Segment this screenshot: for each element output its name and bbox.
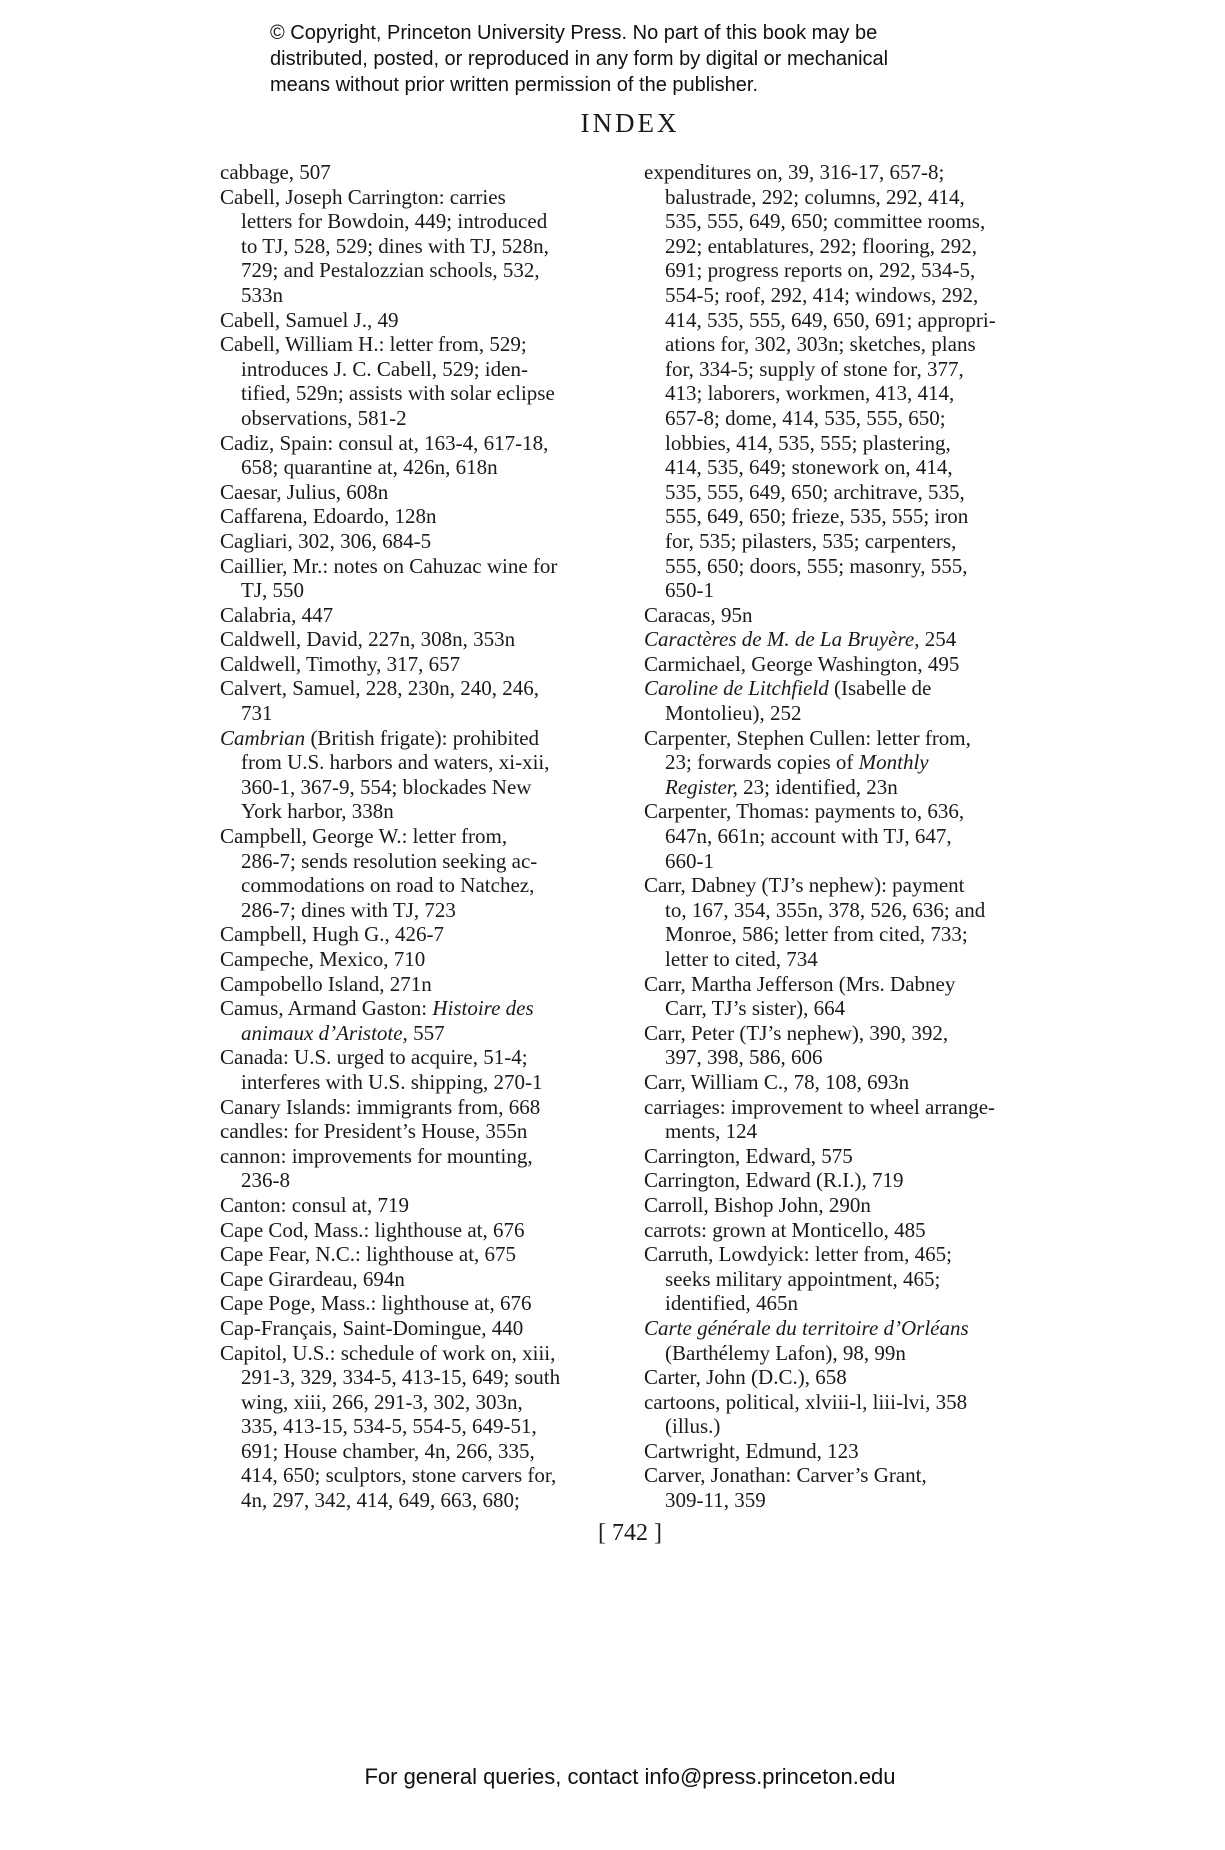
index-entry-line: 4n, 297, 342, 414, 649, 663, 680;	[241, 1488, 520, 1513]
index-entry-line: 236-8	[241, 1168, 290, 1193]
capitol-entry-continuation	[644, 160, 1060, 603]
index-entry-line: letter to cited, 734	[665, 947, 818, 971]
index-entry-line: 309-11, 359	[665, 1488, 766, 1513]
index-entry	[644, 873, 1060, 971]
copyright-notice	[270, 20, 970, 98]
index-entry-line: 555, 650; doors, 555; masonry, 555,	[665, 553, 968, 578]
index-entry-heading: Carr, Dabney (TJ’s nephew): payment	[644, 873, 965, 898]
index-entry-line: Carr, TJ’s sister), 664	[665, 996, 846, 1021]
index-entry	[220, 504, 620, 529]
index-entry-heading: Canada: U.S. urged to acquire, 51-4;	[220, 1045, 528, 1070]
index-entry-heading: Campbell, Hugh G., 426-7	[220, 922, 444, 947]
index-entry-line: 413; laborers, workmen, 413, 414,	[665, 381, 955, 406]
index-entry	[220, 676, 620, 725]
index-entry-heading: Carrington, Edward (R.I.), 719	[644, 1168, 904, 1193]
index-entry-heading: Caractères de M. de La Bruyère, 254	[644, 627, 957, 652]
index-column-left	[220, 160, 620, 1513]
index-entry	[220, 480, 620, 505]
index-entry-line: 660-1	[665, 848, 714, 873]
index-entry	[220, 160, 620, 185]
index-entry-line: (illus.)	[665, 1414, 721, 1439]
index-entry	[220, 431, 620, 480]
index-entry	[220, 1193, 620, 1218]
index-entry	[220, 332, 620, 430]
index-entry-heading: Carruth, Lowdyick: letter from, 465;	[644, 1242, 952, 1267]
index-entry	[220, 1316, 620, 1341]
index-entry-line: Monroe, 586; letter from cited, 733;	[665, 922, 968, 947]
index-entry-heading: Carr, Martha Jefferson (Mrs. Dabney	[644, 971, 956, 996]
index-entry-heading: Cape Girardeau, 694n	[220, 1266, 405, 1291]
index-entry	[220, 824, 620, 922]
index-entry	[644, 1070, 1060, 1095]
index-entry-heading: candles: for President’s House, 355n	[220, 1119, 528, 1144]
index-entry-line: identified, 465n	[665, 1291, 798, 1316]
index-entry-heading: Cabell, William H.: letter from, 529;	[220, 332, 527, 357]
index-entry-line: lobbies, 414, 535, 555; plastering,	[665, 430, 951, 455]
index-entry	[644, 1218, 1060, 1243]
index-entry-heading: Campobello Island, 271n	[220, 971, 432, 996]
index-entry-line: 555, 649, 650; frieze, 535, 555; iron	[665, 504, 969, 529]
index-entry-heading: cartoons, political, xlviii-l, liii-lvi, 358	[644, 1389, 968, 1414]
index-entry-heading: cannon: improvements for mounting,	[220, 1143, 533, 1168]
index-entry	[220, 1218, 620, 1243]
index-entry	[644, 1390, 1060, 1439]
index-entry-line: 554-5; roof, 292, 414; windows, 292,	[665, 282, 979, 307]
index-entry	[644, 1365, 1060, 1390]
index-entry-line: 650-1	[665, 578, 714, 603]
index-entry	[220, 1045, 620, 1094]
index-entry	[220, 554, 620, 603]
index-entry-line: 533n	[241, 282, 283, 307]
index-entry	[220, 1119, 620, 1144]
index-entry-line: animaux d’Aristote, 557	[241, 1020, 445, 1045]
index-entry-heading: Carte générale du territoire d’Orléans	[644, 1315, 969, 1340]
index-entry-line: 731	[241, 701, 273, 726]
index-entry	[644, 627, 1060, 652]
index-entry-line: 414, 535, 649; stonework on, 414,	[665, 455, 953, 480]
index-entry-line: to, 167, 354, 355n, 378, 526, 636; and	[665, 897, 986, 922]
index-entry	[644, 972, 1060, 1021]
index-entry-line: 286-7; dines with TJ, 723	[241, 897, 456, 922]
index-entry	[644, 1095, 1060, 1144]
index-entry-line: (Barthélemy Lafon), 98, 99n	[665, 1340, 906, 1365]
index-entry-line: 291-3, 329, 334-5, 413-15, 649; south	[241, 1365, 561, 1390]
index-column-right	[644, 160, 1060, 1513]
index-entry	[644, 1439, 1060, 1464]
index-entry-line: for, 334-5; supply of stone for, 377,	[665, 356, 964, 381]
index-entry-line: 729; and Pestalozzian schools, 532,	[241, 258, 540, 283]
index-entry	[220, 947, 620, 972]
index-entry-heading: Cabell, Samuel J., 49	[220, 307, 399, 332]
index-entry-heading: Cagliari, 302, 306, 684-5	[220, 528, 432, 553]
index-entry-line: for, 535; pilasters, 535; carpenters,	[665, 528, 957, 553]
index-entry-heading: Camus, Armand Gaston: Histoire des	[220, 996, 534, 1021]
index-entry-line: 397, 398, 586, 606	[665, 1045, 823, 1070]
index-entry-heading: Calvert, Samuel, 228, 230n, 240, 246,	[220, 676, 540, 701]
index-entry	[644, 1168, 1060, 1193]
index-entry-line: 414, 650; sculptors, stone carvers for,	[241, 1463, 557, 1488]
copyright-line-3: means without prior written permission of the publisher.	[270, 74, 759, 96]
index-entry	[220, 996, 620, 1045]
index-entry-heading: Carroll, Bishop John, 290n	[644, 1192, 871, 1217]
index-entry-heading: Caracas, 95n	[644, 602, 753, 627]
index-entry-line: expenditures on, 39, 316-17, 657-8;	[644, 160, 945, 184]
index-entry-line: 658; quarantine at, 426n, 618n	[241, 455, 498, 480]
index-entry-heading: carriages: improvement to wheel arrange-	[644, 1094, 996, 1119]
index-entry	[644, 1193, 1060, 1218]
index-entry	[644, 1463, 1060, 1512]
index-entry-line: tified, 529n; assists with solar eclipse	[241, 381, 555, 406]
index-entry	[220, 972, 620, 997]
page-title: INDEX	[580, 108, 680, 138]
index-entry-heading: Caillier, Mr.: notes on Cahuzac wine for	[220, 553, 558, 578]
index-entry-line: 414, 535, 555, 649, 650, 691; appropri-	[665, 307, 996, 332]
footer-contact: For general queries, contact info@press.princeton.edu	[364, 1764, 896, 1789]
index-entry	[220, 1291, 620, 1316]
index-entry-line: commodations on road to Natchez,	[241, 873, 535, 898]
index-entry-heading: Cap-Français, Saint-Domingue, 440	[220, 1315, 524, 1340]
index-entry	[644, 1242, 1060, 1316]
index-entry	[220, 1267, 620, 1292]
index-entry-heading: Carr, Peter (TJ’s nephew), 390, 392,	[644, 1020, 949, 1045]
index-entry-line: interferes with U.S. shipping, 270-1	[241, 1069, 543, 1094]
index-entry	[220, 185, 620, 308]
index-entry	[644, 652, 1060, 677]
index-entry	[644, 1144, 1060, 1169]
index-entry-line: 360-1, 367-9, 554; blockades New	[241, 774, 532, 799]
index-entry-line: York harbor, 338n	[241, 799, 394, 824]
index-entry-line: 23; forwards copies of Monthly	[665, 750, 929, 775]
index-entry-heading: Canary Islands: immigrants from, 668	[220, 1094, 541, 1119]
index-entry	[220, 529, 620, 554]
index-entry	[644, 726, 1060, 800]
index-entry	[220, 1095, 620, 1120]
index-entry-line: 335, 413-15, 534-5, 554-5, 649-51,	[241, 1414, 537, 1439]
index-entry-heading: Carpenter, Stephen Cullen: letter from,	[644, 725, 971, 750]
index-entry-heading: Caesar, Julius, 608n	[220, 479, 389, 504]
index-entry-heading: Campeche, Mexico, 710	[220, 947, 426, 971]
index-entry	[644, 799, 1060, 873]
index-entry-heading: Cape Poge, Mass.: lighthouse at, 676	[220, 1291, 532, 1316]
index-entry-line: TJ, 550	[241, 578, 304, 603]
index-entry	[220, 652, 620, 677]
index-entry-heading: Caldwell, David, 227n, 308n, 353n	[220, 627, 516, 652]
index-entry-heading: Carver, Jonathan: Carver’s Grant,	[644, 1463, 927, 1488]
index-entry	[644, 1021, 1060, 1070]
index-entry-line: balustrade, 292; columns, 292, 414,	[665, 184, 965, 209]
index-entry-line: 691; House chamber, 4n, 266, 335,	[241, 1438, 535, 1463]
index-entry-line: 535, 555, 649, 650; committee rooms,	[665, 209, 986, 234]
index-entry-heading: cabbage, 507	[220, 160, 331, 184]
index-entry-line: ments, 124	[665, 1119, 758, 1144]
index-entry-line: 657-8; dome, 414, 535, 555, 650;	[665, 405, 946, 430]
index-entries-right	[644, 603, 1060, 1513]
index-entry-heading: Cambrian (British frigate): prohibited	[220, 725, 540, 750]
copyright-line-2: distributed, posted, or reproduced in any form by digital or mechanical	[270, 48, 889, 70]
index-entry-heading: Capitol, U.S.: schedule of work on, xiii,	[220, 1340, 556, 1365]
index-entry-line: 691; progress reports on, 292, 534-5,	[665, 258, 976, 283]
index-entry-heading: Carpenter, Thomas: payments to, 636,	[644, 799, 965, 824]
index-entry-heading: carrots: grown at Monticello, 485	[644, 1217, 926, 1242]
index-entry-line: observations, 581-2	[241, 405, 407, 430]
index-entry-heading: Cabell, Joseph Carrington: carries	[220, 184, 506, 209]
index-entry-heading: Carmichael, George Washington, 495	[644, 651, 960, 676]
index-entry-heading: Caldwell, Timothy, 317, 657	[220, 651, 461, 676]
index-entry	[220, 603, 620, 628]
index-entry-line: Register, 23; identified, 23n	[665, 774, 898, 799]
index-entry-heading: Carter, John (D.C.), 658	[644, 1365, 847, 1390]
index-entry-line: ations for, 302, 303n; sketches, plans	[665, 332, 976, 357]
index-entry-heading: Cape Cod, Mass.: lighthouse at, 676	[220, 1217, 525, 1242]
index-entry	[220, 308, 620, 333]
index-entry-heading: Campbell, George W.: letter from,	[220, 824, 508, 849]
index-entry-heading: Caroline de Litchfield (Isabelle de	[644, 676, 932, 701]
index-entry-heading: Cartwright, Edmund, 123	[644, 1438, 859, 1463]
index-entry-heading: Carr, William C., 78, 108, 693n	[644, 1069, 910, 1094]
index-entry-line: letters for Bowdoin, 449; introduced	[241, 209, 548, 234]
index-entry-heading: Calabria, 447	[220, 602, 334, 627]
index-entry-line: 647n, 661n; account with TJ, 647,	[665, 824, 952, 849]
index-entry	[220, 627, 620, 652]
index-entry-line: from U.S. harbors and waters, xi-xii,	[241, 750, 550, 775]
index-entry	[644, 676, 1060, 725]
index-entry-heading: Carrington, Edward, 575	[644, 1143, 853, 1168]
index-entry-line: 286-7; sends resolution seeking ac-	[241, 848, 538, 873]
index-entry-heading: Caffarena, Edoardo, 128n	[220, 504, 437, 529]
index-entry	[220, 1242, 620, 1267]
index-entry-line: wing, xiii, 266, 291-3, 302, 303n,	[241, 1389, 523, 1414]
index-entry-line: to TJ, 528, 529; dines with TJ, 528n,	[241, 233, 549, 258]
index-entry-line: Montolieu), 252	[665, 701, 802, 726]
index-entry-line: 535, 555, 649, 650; architrave, 535,	[665, 479, 965, 504]
index-entry-line: 292; entablatures, 292; flooring, 292,	[665, 233, 978, 258]
index-entry	[220, 1144, 620, 1193]
copyright-line-1: © Copyright, Princeton University Press. No part of this book may be	[270, 22, 878, 44]
index-entry	[644, 1316, 1060, 1365]
index-entry	[644, 603, 1060, 628]
index-entry-line: seeks military appointment, 465;	[665, 1266, 941, 1291]
index-entry-heading: Canton: consul at, 719	[220, 1192, 409, 1217]
index-entry	[220, 726, 620, 824]
index-entry	[220, 1341, 620, 1513]
index-entry-heading: Cadiz, Spain: consul at, 163-4, 617-18,	[220, 430, 549, 455]
index-entry-line: introduces J. C. Cabell, 529; iden-	[241, 356, 528, 381]
page-number: [ 742 ]	[598, 1520, 662, 1546]
index-entry	[220, 922, 620, 947]
index-entry-heading: Cape Fear, N.C.: lighthouse at, 675	[220, 1242, 517, 1267]
